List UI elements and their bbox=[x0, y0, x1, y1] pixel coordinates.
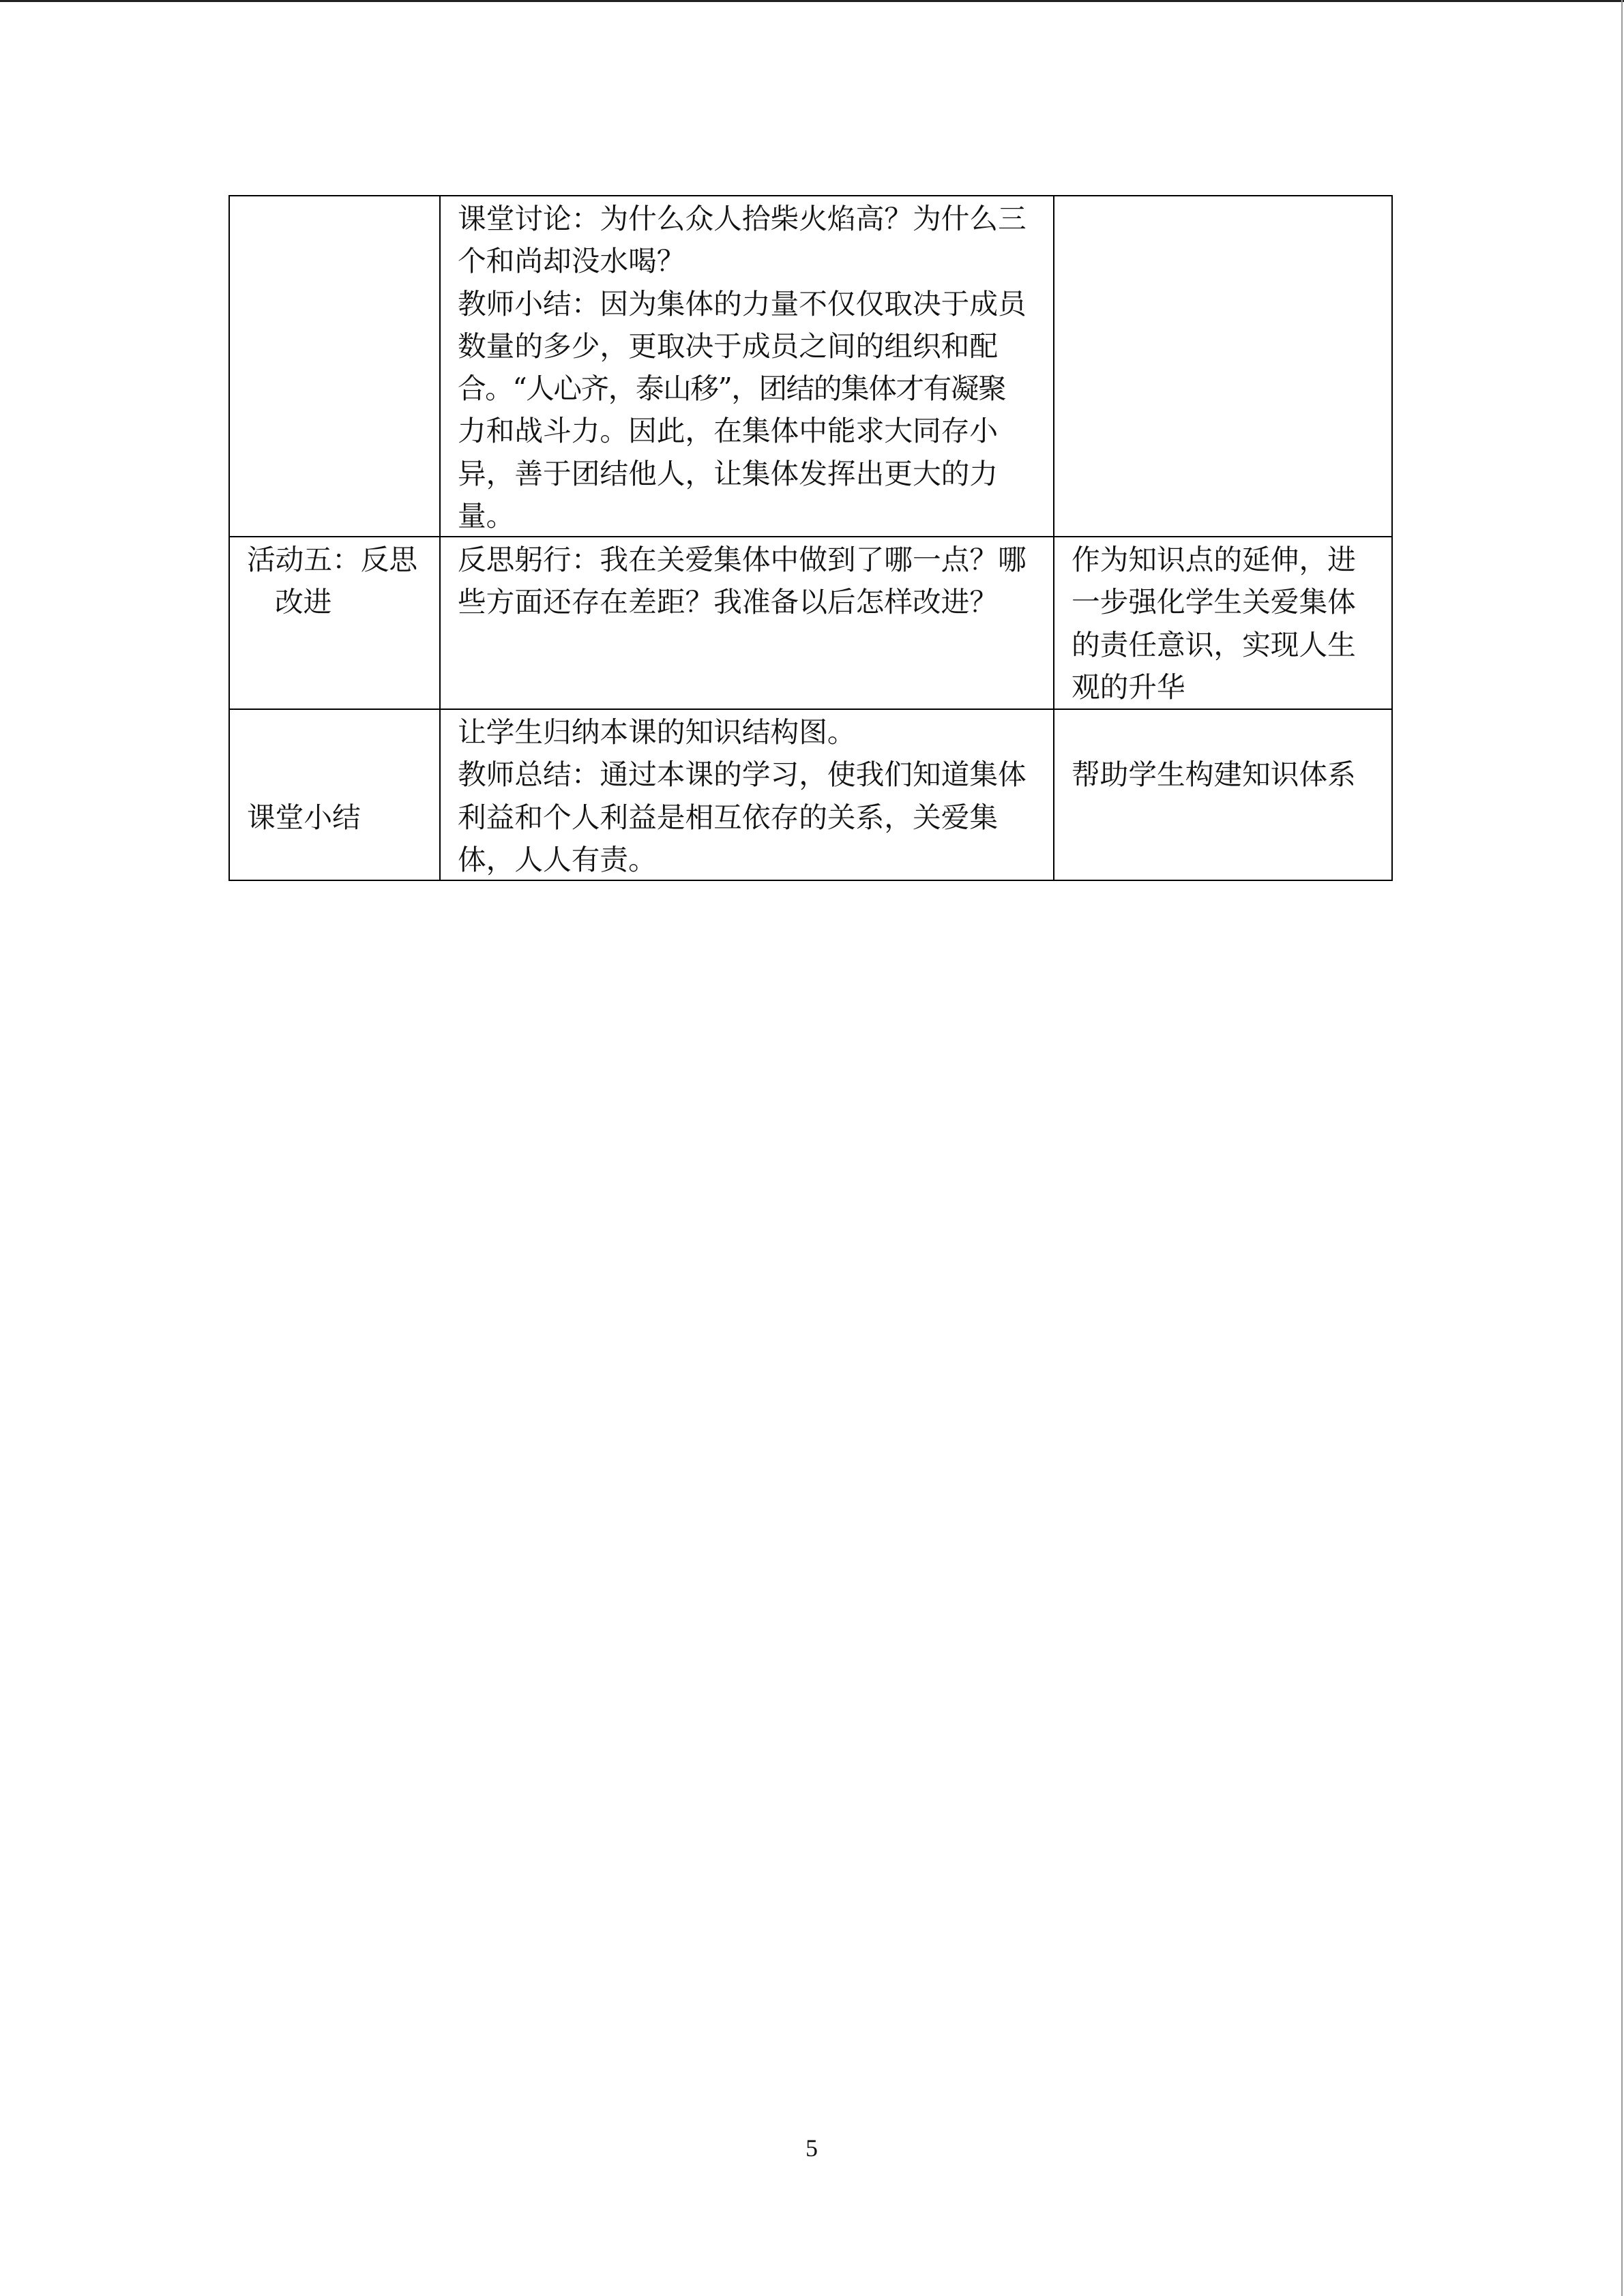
activity-line: 个和尚却没水喝？ bbox=[458, 244, 685, 278]
stage-line: 改进 bbox=[275, 585, 332, 619]
activity-line: 力和战斗力。因此，在集体中能求大同存小 bbox=[458, 414, 999, 448]
intent-line: 一步强化学生关爱集体 bbox=[1072, 585, 1356, 619]
activity-line: 合。“人心齐，泰山移”，团结的集体才有凝聚 bbox=[458, 372, 1006, 406]
page-edge-right bbox=[1621, 0, 1623, 2296]
intent-cell-row-3 bbox=[1054, 710, 1393, 881]
activity-line: 教师总结：通过本课的学习，使我们知道集体 bbox=[458, 758, 1027, 792]
page-number: 5 bbox=[806, 2134, 818, 2162]
intent-line: 帮助学生构建知识体系 bbox=[1072, 758, 1356, 792]
activity-line: 异，善于团结他人，让集体发挥出更大的力 bbox=[458, 456, 999, 490]
activity-line: 让学生归纳本课的知识结构图。 bbox=[458, 715, 856, 749]
page-edge-top bbox=[0, 0, 1624, 2]
stage-line: 课堂小结 bbox=[247, 800, 361, 834]
stage-cell-row-1 bbox=[230, 196, 441, 537]
lesson-plan-table bbox=[228, 195, 1393, 881]
intent-cell-row-1 bbox=[1054, 196, 1393, 537]
intent-line: 的责任意识，实现人生 bbox=[1072, 627, 1356, 661]
activity-cell-row-3 bbox=[441, 710, 1054, 881]
activity-line: 利益和个人利益是相互依存的关系，关爱集 bbox=[458, 800, 999, 834]
activity-line: 数量的多少，更取决于成员之间的组织和配 bbox=[458, 329, 999, 363]
stage-cell-row-3 bbox=[230, 710, 441, 881]
activity-line: 课堂讨论：为什么众人拾柴火焰高？为什么三 bbox=[458, 202, 1027, 235]
activity-line: 体，人人有责。 bbox=[458, 842, 657, 876]
activity-line: 反思躬行：我在关爱集体中做到了哪一点？哪 bbox=[458, 543, 1027, 576]
activity-cell-row-1 bbox=[441, 196, 1054, 537]
intent-line: 作为知识点的延伸，进 bbox=[1072, 543, 1356, 576]
intent-cell-row-2 bbox=[1054, 537, 1393, 710]
activity-line: 些方面还存在差距？我准备以后怎样改进？ bbox=[458, 585, 999, 619]
activity-cell-row-2 bbox=[441, 537, 1054, 710]
activity-line: 量。 bbox=[458, 499, 515, 533]
activity-line: 教师小结：因为集体的力量不仅仅取决于成员 bbox=[458, 286, 1027, 320]
stage-cell-row-2 bbox=[230, 537, 441, 710]
intent-line: 观的升华 bbox=[1072, 670, 1185, 704]
stage-line: 活动五：反思 bbox=[247, 543, 418, 576]
